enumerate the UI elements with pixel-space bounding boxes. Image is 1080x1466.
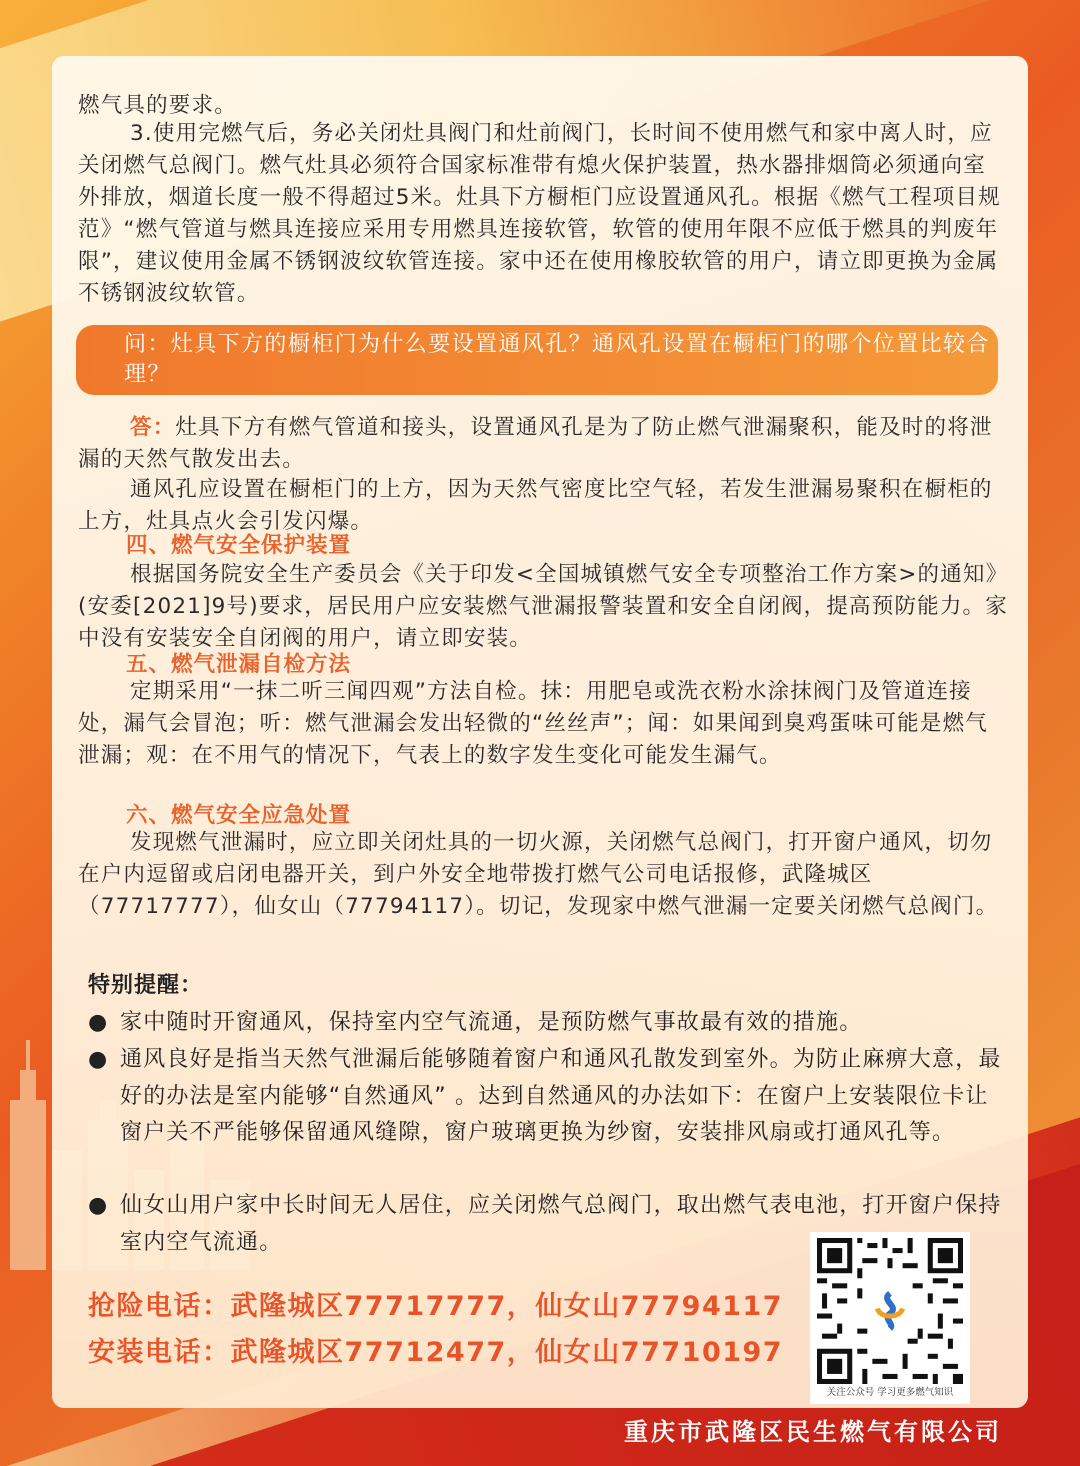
bullet-icon: ●	[88, 1193, 109, 1218]
bullet-icon: ●	[88, 1047, 109, 1072]
bullet-icon: ●	[88, 1010, 109, 1035]
answer-label: 答：	[130, 415, 176, 440]
reminder-title: 特别提醒：	[88, 973, 204, 998]
reminder-text: 仙女山用户家中长时间无人居住，应关闭燃气总阀门，取出燃气表电池，打开窗户保持室内空气流通。	[120, 1193, 1002, 1255]
paragraph-3: 3.使用完燃气后，务必关闭灶具阀门和灶前阀门，长时间不使用燃气和家中离人时，应关闭燃气总阀门。燃气灶具必须符合国家标准带有熄火保护装置，热水器排烟筒必须通向室外排放，烟道长度一般不得超过5米。灶具下方橱柜门应设置通风孔。根据《燃气工程项目规范》“燃气管道与燃具连接应采用专用燃具连接软管，软管的使用年限不应低于燃具的判废年限”，建议使用金属不锈钢波纹软管连接。家中还在使用橡胶软管的用户，请立即更换为金属不锈钢波纹软管。	[78, 121, 1001, 306]
intro-line: 燃气具的要求。	[78, 93, 237, 118]
section-4-body: 根据国务院安全生产委员会《关于印发<全国城镇燃气安全专项整治工作方案>的通知》(安委[2021]9号)要求，居民用户应安装燃气泄漏报警装置和安全自闭阀，提高预防能力。家中没有安装安全自闭阀的用户，请立即安装。	[78, 562, 1008, 651]
section-6-title: 六、燃气安全应急处置	[126, 803, 352, 828]
reminder-text: 家中随时开窗通风，保持室内空气流通，是预防燃气事故最有效的措施。	[120, 1010, 863, 1035]
qr-code[interactable]	[810, 1232, 970, 1404]
qr-caption: 关注公众号 学习更多燃气知识	[826, 1387, 954, 1398]
reminder-item	[88, 1005, 1008, 1042]
answer-paragraph-2: 通风孔应设置在橱柜门的上方，因为天然气密度比空气轻，若发生泄漏易聚积在橱柜的上方，灶具点火会引发闪爆。	[78, 477, 993, 534]
section-5-title: 五、燃气泄漏自检方法	[126, 652, 352, 677]
install-phone: 安装电话：武隆城区77712477，仙女山77710197	[88, 1337, 784, 1368]
qr-code-icon	[817, 1238, 963, 1384]
reminder-text: 通风良好是指当天然气泄漏后能够随着窗户和通风孔散发到室外。为防止麻痹大意，最好的办法是室内能够“自然通风” 。达到自然通风的办法如下：在窗户上安装限位卡让窗户关不严能够保留通风缝隙，窗户玻璃更换为纱窗，安装排风扇或打通风孔等。	[120, 1047, 1002, 1145]
answer-paragraph-1	[78, 412, 1008, 476]
reminder-item	[88, 1042, 1008, 1152]
section-6-body: 发现燃气泄漏时，应立即关闭灶具的一切火源，关闭燃气总阀门，打开窗户通风，切勿在户内逗留或启闭电器开关，到户外安全地带拨打燃气公司电话报修，武隆城区（77717777），仙女山（77794117）。切记，发现家中燃气泄漏一定要关闭燃气总阀门。	[78, 830, 999, 919]
section-5-body: 定期采用“一抹二听三闻四观”方法自检。抹：用肥皂或洗衣粉水涂抹阀门及管道连接处，漏气会冒泡；听：燃气泄漏会发出轻微的“丝丝声”；闻：如果闻到臭鸡蛋味可能是燃气泄漏；观：在不用气的情况下，气表上的数字发生变化可能发生漏气。	[78, 679, 988, 768]
question-text: 问：灶具下方的橱柜门为什么要设置通风孔？通风孔设置在橱柜门的哪个位置比较合理？	[124, 332, 990, 387]
answer-text-1: 灶具下方有燃气管道和接头，设置通风孔是为了防止燃气泄漏聚积，能及时的将泄漏的天然气散发出去。	[78, 415, 993, 472]
company-name: 重庆市武隆区民生燃气有限公司	[624, 1418, 1002, 1446]
emergency-phone: 抢险电话：武隆城区77717777，仙女山77794117	[88, 1291, 784, 1322]
section-4-title: 四、燃气安全保护装置	[126, 533, 352, 558]
